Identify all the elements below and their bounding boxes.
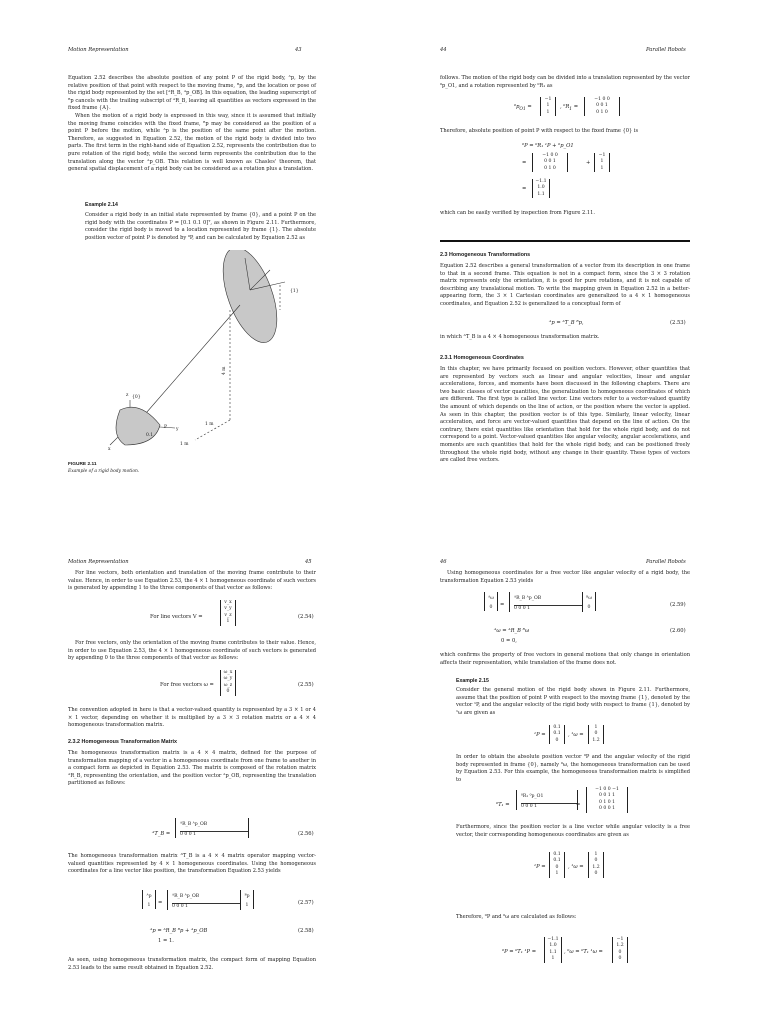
equation: For line vectors V = <box>150 614 203 620</box>
example-title: Example 2.14 <box>85 202 118 208</box>
matrix-cell: 0 1 0 1 <box>598 799 616 805</box>
equation: ⁰P = ⁰T₁ ¹P = <box>502 949 537 955</box>
paragraph: which can be easily verified by inspection from Figure 2.11. <box>440 210 595 216</box>
matrix <box>612 937 628 963</box>
matrix-cell: 0 <box>555 737 559 743</box>
matrix <box>532 179 550 198</box>
fig-label: {0} <box>132 395 141 400</box>
matrix-cell: 0 <box>587 605 591 610</box>
equation: ᴬp = ᴬR_B ᴮp + ᴬp_OB <box>150 928 208 934</box>
equation: , ⁰ω = ⁰T₁ ¹ω = <box>564 949 603 955</box>
figure-caption: Example of a rigid body motion. <box>68 469 140 474</box>
equation-number: (2.53) <box>670 320 686 326</box>
matrix-cell: 0 <box>594 858 598 864</box>
matrix-cell: 0 <box>618 956 622 962</box>
matrix-cell: 0 0 0 1 <box>172 903 240 910</box>
matrix-cell: ᴬR_B ᴬp_OB <box>514 596 542 601</box>
equation: 1 = 1. <box>158 938 174 944</box>
fig-label: 1 m <box>205 422 214 427</box>
matrix <box>516 790 581 810</box>
body-text <box>456 824 690 839</box>
matrix-cell: 1 <box>546 103 550 109</box>
equation: ᴬT_B = <box>152 831 171 837</box>
paragraph: The homogeneous transformation matrix ᴬT_B is a 4 × 4 matrix operator mapping vector-valued quantities represented by 4 × 1 homogeneous coordinates. Using the homogeneous coordinates for a line vector like position, the transformation Equation 2.53 yields <box>68 853 316 875</box>
fig-label: {1} <box>290 289 299 294</box>
matrix-cell: −1.1 <box>547 937 559 942</box>
paragraph: Therefore, ⁰P and ⁰ω are calculated as follows: <box>456 914 577 920</box>
matrix <box>586 787 628 813</box>
paragraph: In this chapter, we have primarily focused on position vectors. However, other quantities that are represented by vectors such as linear and angular velocities, linear and angular accelerations, forces, and moments have been discussed in the following chapters. There are two basic classes of vector quantities, the generalization to homogeneous coordinates of which are different. The first type is called line vector. Line vectors refer to a vector-valued quantity the amount of which depends on the line of action, or the position where the vector is applied. As seen in this chapter, the position vector is of this type. Similarly, linear velocity, linear acceleration, and force are vector-valued quantities that depend on the line of action. On the contrary, there exist quantities like orientation that hold for the whole rigid body, and do not correspond to a point. Vector-valued quantities like angular velocity, angular accelerations, and moments are such quantities that hold for the whole rigid body, and can be positioned freely throughout the whole rigid body, without any change in their quantity. These types of vectors are called free vectors. <box>440 366 690 464</box>
body-text <box>68 640 316 663</box>
fig-label: 0.1 <box>146 433 154 438</box>
paragraph: In order to obtain the absolute position vector ⁰P and the angular velocity of the rigid body represented in frame {0}, namely ⁰ω, the homogeneous transformation can be used by Equation 2.53. For this example, the homogeneous transformation matrix is simplified to <box>456 754 690 783</box>
matrix-cell: ω_z <box>223 682 233 688</box>
matrix <box>582 592 596 611</box>
paragraph: which confirms the property of free vectors in general motions that only change in orientation affects their representation, while translation of the frame does not. <box>440 652 690 666</box>
paragraph: follows. The motion of the rigid body can be divided into a translation represented by the vector ⁰p_O1, and a rotation represented by ⁰R₁ as <box>440 75 690 89</box>
page-44 <box>384 0 768 512</box>
matrix-cell: 1 <box>600 159 604 165</box>
matrix <box>588 852 604 878</box>
matrix-cell: 1 <box>594 725 598 730</box>
matrix-cell: −1 0 0 <box>594 97 610 102</box>
equation: ᴬω = ᴬR_B ᴮω <box>494 628 530 634</box>
body-text <box>440 570 690 585</box>
equation: ¹P = <box>534 864 546 870</box>
body-text <box>68 957 316 972</box>
matrix-cell: 1 <box>594 852 598 857</box>
body-text <box>68 570 316 593</box>
section-rule <box>440 240 690 242</box>
matrix <box>532 153 568 172</box>
paragraph: When the motion of a rigid body is expressed in this way, since it is assumed that initially the moving frame coincides with the fixed frame, ᴮp may be considered as the position of a point P before the motion, while ᴬp is the position of the same point after the motion. Therefore, as suggested in Equation 2.52, the motion of the rigid body is divided into two parts. The first term in the right-hand side of Equation 2.52, represents the contribution due to pure rotation of the rigid body, while the second term represents the contribution due to the translation along the vector ᴬp_OB. This relation is well known as Chasles' theorem, that general spatial displacement of a rigid body can be considered as a rotation plus a translation. <box>68 112 316 173</box>
example-text <box>456 687 690 717</box>
rigid-body-moved <box>212 250 288 350</box>
matrix-cell: 0 0 1 <box>596 103 608 109</box>
matrix <box>167 890 241 910</box>
equation: , $^0R_1$ = <box>560 104 579 113</box>
example-text <box>85 212 316 242</box>
matrix-cell: 0 <box>594 871 598 877</box>
matrix-cell: 1 <box>555 871 559 877</box>
matrix-cell: v_y <box>224 606 232 612</box>
page-43 <box>0 0 384 512</box>
equation: + <box>586 160 591 166</box>
equation: = <box>522 160 527 166</box>
page-45 <box>0 512 384 1024</box>
body-text <box>456 914 690 922</box>
body-text <box>68 750 316 788</box>
body-text <box>440 334 690 342</box>
equation: For free vectors ω = <box>160 682 214 688</box>
equation: ⁰T₁ = <box>496 802 510 808</box>
running-header: Parallel Robots <box>646 559 686 565</box>
body-text <box>68 75 316 174</box>
fig-label: P <box>164 425 168 430</box>
fig-label: 4 m <box>222 366 227 375</box>
equation-number: (2.60) <box>670 628 686 634</box>
matrix-cell: 1.2 <box>616 943 624 949</box>
paragraph: For line vectors, both orientation and translation of the moving frame contribute to their value. Hence, in order to use Equation 2.53, the 4 × 1 homogeneous coordinate of such vectors is generated by appending 1 to the three components of that vector as follows: <box>68 570 316 592</box>
matrix-cell: −1 <box>598 153 606 158</box>
matrix-cell: 0 <box>555 864 559 870</box>
matrix-cell: 1.0 <box>537 185 545 191</box>
matrix-cell: ᴮω <box>586 596 592 601</box>
running-header: Motion Representation <box>68 559 129 565</box>
page-number: 43 <box>295 47 302 53</box>
example-title: Example 2.15 <box>456 678 489 684</box>
matrix <box>142 890 156 909</box>
matrix-cell: ᴮp <box>244 894 250 899</box>
matrix <box>594 153 610 172</box>
matrix-cell: 0 0 0 1 <box>180 831 248 838</box>
body-text <box>440 210 690 218</box>
matrix-cell: 1 <box>546 109 550 115</box>
equation: , ¹ω = <box>568 864 584 870</box>
fig-label: y <box>176 427 179 432</box>
paragraph: The homogeneous transformation matrix is a 4 × 4 matrix, defined for the purpose of transformation mapping of a vector in a homogeneous coordinate from one frame to another in a compact form as depicted in Equation 2.53. The matrix is composed of the rotation matrix ᴬR_B, representing the orientation, and the position vector ᴬp_OB, representing the translation partitioned as follows: <box>68 750 316 787</box>
equation: $^0p_{O1}$ = <box>514 104 532 113</box>
running-header: Parallel Robots <box>646 47 686 53</box>
matrix-cell: 1 <box>147 903 151 908</box>
body-text <box>440 263 690 309</box>
matrix-cell: 0 <box>489 605 493 610</box>
matrix-cell: 1 <box>600 165 604 171</box>
matrix-cell: 1.2 <box>592 864 600 870</box>
matrix-cell: 1.0 <box>549 943 557 949</box>
paragraph: The convention adopted in here is that a vector-valued quantity is represented by a 3 × 1 or 4 × 1 vector, depending on whether it is multiplied by a 3 × 3 rotation matrix or a 4 × 4 homogeneous transformation matrix. <box>68 707 316 729</box>
equation: = <box>500 602 505 608</box>
equation: = <box>158 900 163 906</box>
matrix-cell: 0 <box>618 949 622 955</box>
matrix-cell: v_x <box>224 600 232 605</box>
position-vector <box>140 305 240 420</box>
matrix-cell: ⁰R₁ ⁰p_O1 <box>521 794 544 799</box>
matrix <box>220 670 236 696</box>
paragraph: Using homogeneous coordinates for a free vector like angular velocity of a rigid body, the transformation Equation 2.53 yields <box>440 570 690 584</box>
body-text <box>68 707 316 730</box>
paragraph: Consider a rigid body in an initial state represented by frame {0}, and a point P on the rigid body with the coordinates P = [0.1 0.1 0]ᵀ, as shown in Figure 2.11. Furthermore, consider the rigid body is moved to a location represented by frame {1}. The absolute position vector of point P is denoted by ⁰P, and can be calculated by Equation 2.52 as <box>85 212 316 241</box>
running-header: Motion Representation <box>68 47 129 53</box>
matrix-cell: −1.1 <box>535 179 547 184</box>
matrix-cell: 0 1 0 <box>596 109 608 115</box>
matrix <box>549 725 565 744</box>
matrix-cell: 0 0 0 1 <box>514 605 582 612</box>
paragraph: As seen, using homogeneous transformation matrix, the compact form of mapping Equation 2.53 leads to the same result obtained in Equation 2.52. <box>68 957 316 971</box>
matrix-cell: 0.1 <box>553 858 561 864</box>
matrix-cell: 0 0 1 <box>544 159 556 165</box>
section-title: 2.3 Homogeneous Transformations <box>440 252 531 258</box>
equation: , ¹ω = <box>568 732 584 738</box>
matrix <box>544 937 562 963</box>
matrix <box>540 97 556 116</box>
body-text <box>456 754 690 784</box>
matrix-cell: 1.1 <box>549 949 557 955</box>
matrix-cell: ω_y <box>223 676 233 682</box>
matrix-cell: 0.1 <box>553 852 561 857</box>
equation-number: (2.54) <box>298 614 314 620</box>
page-46 <box>384 512 768 1024</box>
matrix-cell: 0 1 0 <box>544 165 556 171</box>
equation: ⁰P = ⁰R₁ ¹P + ⁰p_O1 <box>522 143 574 149</box>
matrix-cell: 1 <box>245 903 249 908</box>
matrix-cell: 0 0 1 1 <box>598 793 616 799</box>
paragraph: Equation 2.52 describes the absolute position of any point P of the rigid body, ᴬp, by the relative position of that point with respect to the moving frame, ᴮp, and the location or pose of the rigid body represented by the set [ᴬR_B, ᴬp_OB]. In this equation, the leading superscript of ᴮp cancels with the trailing subscript of ᴬR_B, leaving all quantities as vectors expressed in the fixed frame {A}. <box>68 75 316 112</box>
matrix <box>240 890 254 909</box>
matrix-cell: ᴬp <box>146 894 152 899</box>
equation-number: (2.59) <box>670 602 686 608</box>
matrix <box>588 725 604 744</box>
matrix-cell: 0.1 <box>553 725 561 730</box>
rigid-body-figure <box>80 250 320 460</box>
equation: ᴬp = ᴬT_B ᴮp, <box>549 320 584 326</box>
matrix-cell: 0 <box>226 689 230 695</box>
paragraph: For free vectors, only the orientation of the moving frame contributes to their value. Hence, in order to use Equation 2.53, the 4 × 1 homogeneous coordinate of such vectors is generated by appending 0 to the three components of that vector as follows: <box>68 640 316 662</box>
matrix <box>549 852 565 878</box>
equation: = <box>522 186 527 192</box>
matrix-cell: ᴬω <box>488 596 494 601</box>
subsection-title: 2.3.2 Homogeneous Transformation Matrix <box>68 739 178 745</box>
matrix <box>584 97 620 116</box>
equation: 0 = 0, <box>501 638 517 644</box>
rigid-body-initial <box>116 407 160 445</box>
matrix-cell: 0 <box>594 731 598 737</box>
matrix-cell: 1.1 <box>537 191 545 197</box>
matrix-cell: ᴬR_B ᴬp_OB <box>172 894 200 899</box>
page-number: 44 <box>440 47 447 53</box>
fig-label: 1 m <box>180 442 189 447</box>
matrix-cell: ᴬR_B ᴬp_OB <box>180 822 208 827</box>
matrix-cell: 1 <box>226 619 230 625</box>
body-text <box>440 75 690 90</box>
paragraph: Therefore, absolute position of point P with respect to the fixed frame {0} is <box>440 128 639 134</box>
matrix <box>484 592 498 611</box>
equation-number: (2.57) <box>298 900 314 906</box>
page-number: 45 <box>305 559 312 565</box>
matrix <box>220 600 236 626</box>
matrix-cell: −1 0 0 <box>542 153 558 158</box>
matrix <box>175 818 249 838</box>
subsection-title: 2.3.1 Homogeneous Coordinates <box>440 355 524 361</box>
matrix-cell: −1 <box>544 97 552 102</box>
body-text <box>440 128 690 136</box>
fig-label: z <box>126 393 129 398</box>
page-number: 46 <box>440 559 447 565</box>
paragraph: Equation 2.52 describes a general transformation of a vector from its description in one frame to that in a second frame. This equation is not in a compact form, since the 3 × 3 rotation matrix represents only the orientation, it is good for pure rotations, and it is not capable of describing any translational motion. To write the mapping given in Equation 2.52 in a better-appearing form, the 3 × 1 Cartesian coordinates are generalized to a 4 × 1 homogeneous coordinates, and Equation 2.52 is generalized to a conceptual form of <box>440 263 690 307</box>
body-text <box>68 853 316 876</box>
matrix-cell: v_z <box>224 612 232 618</box>
matrix-cell: 1 <box>551 956 555 962</box>
figure-label: FIGURE 2.11 <box>68 462 97 467</box>
equation-number: (2.58) <box>298 928 314 934</box>
fig-label: x <box>108 447 111 452</box>
matrix-cell: 0.1 <box>553 731 561 737</box>
equation: ¹P = <box>534 732 546 738</box>
body-text <box>440 652 690 667</box>
paragraph: Furthermore, since the position vector is a line vector while angular velocity is a free vector, their corresponding homogeneous coordinates are given as <box>456 824 690 838</box>
matrix-cell: 1.2 <box>592 737 600 743</box>
matrix <box>509 592 583 612</box>
matrix-cell: 0 0 0 1 <box>521 803 577 810</box>
equation-number: (2.55) <box>298 682 314 688</box>
equation-number: (2.56) <box>298 831 314 837</box>
matrix-cell: −1 <box>616 937 624 942</box>
matrix-cell: −1 0 0 −1 <box>595 787 619 792</box>
body-text <box>440 366 690 465</box>
equation: = <box>576 802 581 808</box>
paragraph: in which ᴬT_B is a 4 × 4 homogeneous transformation matrix. <box>440 334 600 340</box>
matrix-cell: 0 0 0 1 <box>598 806 616 812</box>
matrix-cell: ω_x <box>223 670 233 675</box>
paragraph: Consider the general motion of the rigid body shown in Figure 2.11. Furthermore, assume that the position of point P with respect to the moving frame {1}, denoted by the vector ¹P, and the angular velocity of the rigid body with respect to frame {1}, denoted by ¹ω are given as <box>456 687 690 716</box>
